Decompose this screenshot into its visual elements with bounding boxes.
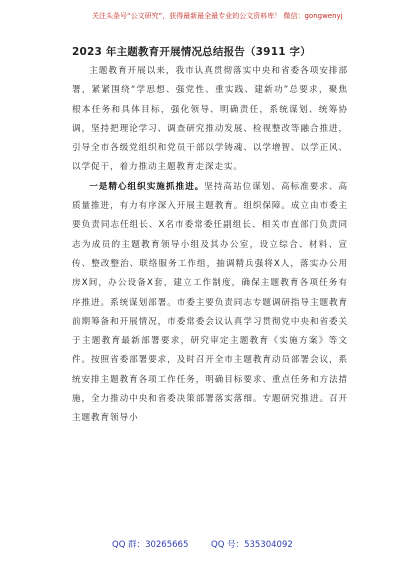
qq-group-text: QQ 群：30265665 (112, 540, 189, 550)
qq-number-text: QQ 号：535304092 (211, 540, 293, 550)
report-body (72, 62, 348, 429)
intro-paragraph: 主题教育开展以来，我市认真贯彻落实中央和省委各项安排部署，紧紧围绕“学思想、强党性、重实践、建新功”总要求，聚焦根本任务和具体目标，强化领导、明确责任，系统谋划、统筹协调，坚持把理论学习、调查研究推动发展、检视整改等融合推进，引导全市各级党组织和党员干部以学铸魂、以学增智、以学正风、以学促干，着力推动主题教育走深走实。 (72, 66, 348, 173)
section-paragraph (72, 178, 348, 429)
section-text: 坚持高站位谋划、高标准要求、高质量推进，有力有序深入开展主题教育。组织保障。成立由市委主要负责同志任组长、X名市委常委任副组长、相关市直部门负责同志为成员的主题教育领导小组及其办公室，设立综合、材料、宣传、整改整治、联络服务工作组，抽调精兵强将X人，落实办公用房X间，办公设备X套，建立工作制度，确保主题教育各项任务有序推进。系统谋划部署。市委主要负责同志专题调研指导主题教育前期筹备和开展情况，市委常委会议认真学习贯彻党中央和省委关于主题教育最新部署要求，研究审定主题教育《实施方案》等文件。按照省委部署要求，及时召开全市主题教育动员部署会议，系统安排主题教育各项工作任务，明确目标要求、重点任务和方法措施，全力推动中央和省委决策部署落实落细。专题研究推进。召开主题教育领导小 (72, 181, 348, 424)
promo-banner: 关注头条号“公文研究”，获得最新最全最专业的公文资料库！ 微信：gongwenyj (92, 12, 343, 20)
report-title: 2023 年主题教育开展情况总结报告（3911 字） (72, 46, 311, 58)
section-heading: 一是精心组织实施抓推进。 (89, 181, 205, 192)
